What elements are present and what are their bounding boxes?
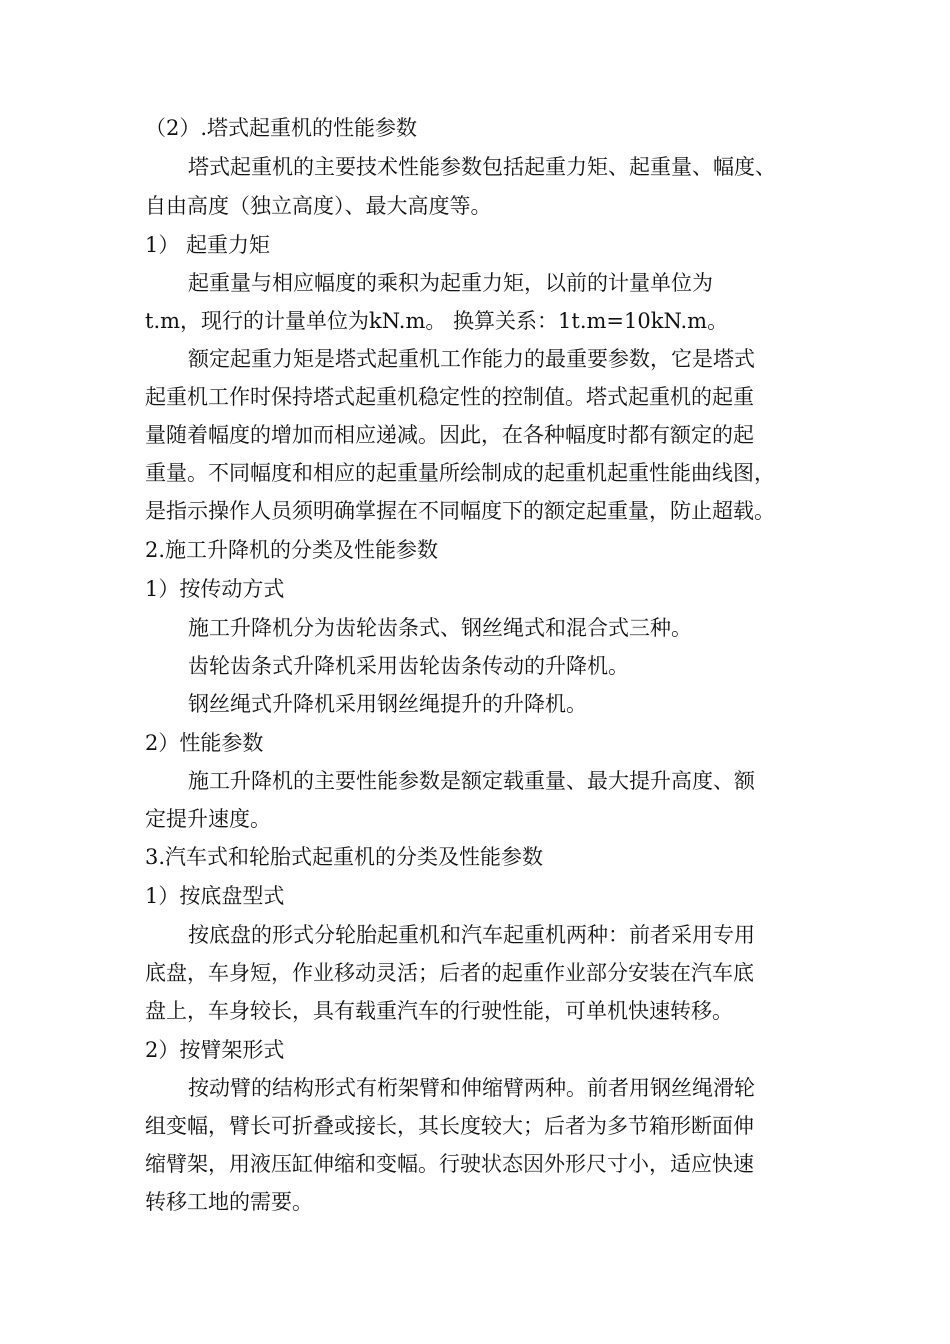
subsection-heading: 1）按传动方式 bbox=[145, 577, 285, 601]
subsection-heading: 2）性能参数 bbox=[145, 731, 264, 755]
paragraph-line: 盘上，车身较长，具有载重汽车的行驶性能，可单机快速转移。 bbox=[145, 999, 733, 1023]
subsection-heading: 1） 起重力矩 bbox=[145, 233, 271, 257]
paragraph-line: 钢丝绳式升降机采用钢丝绳提升的升降机。 bbox=[188, 692, 587, 716]
paragraph-line: 额定起重力矩是塔式起重机工作能力的最重要参数，它是塔式 bbox=[188, 347, 755, 371]
paragraph-line: 是指示操作人员须明确掌握在不同幅度下的额定起重量，防止超载。 bbox=[145, 499, 775, 523]
paragraph-line: 自由高度（独立高度）、最大高度等。 bbox=[145, 194, 492, 218]
paragraph-line: 量随着幅度的增加而相应递减。因此，在各种幅度时都有额定的起 bbox=[145, 423, 754, 447]
paragraph-line: 施工升降机分为齿轮齿条式、钢丝绳式和混合式三种。 bbox=[188, 616, 692, 640]
paragraph-line: 施工升降机的主要性能参数是额定载重量、最大提升高度、额 bbox=[188, 769, 755, 793]
section-heading: 3.汽车式和轮胎式起重机的分类及性能参数 bbox=[145, 845, 544, 869]
paragraph-line: 起重量与相应幅度的乘积为起重力矩，以前的计量单位为 bbox=[188, 271, 713, 295]
paragraph-line: t.m，现行的计量单位为kN.m。 换算关系：1t.m=10kN.m。 bbox=[145, 309, 729, 333]
paragraph-line: 齿轮齿条式升降机采用齿轮齿条传动的升降机。 bbox=[188, 654, 629, 678]
section-heading: （2）.塔式起重机的性能参数 bbox=[145, 116, 418, 140]
paragraph-line: 缩臂架，用液压缸伸缩和变幅。行驶状态因外形尺寸小，适应快速 bbox=[145, 1152, 754, 1176]
subsection-heading: 1）按底盘型式 bbox=[145, 884, 285, 908]
paragraph-line: 底盘，车身短，作业移动灵活；后者的起重作业部分安装在汽车底 bbox=[145, 961, 754, 985]
paragraph-line: 组变幅，臂长可折叠或接长，其长度较大；后者为多节箱形断面伸 bbox=[145, 1114, 754, 1138]
paragraph-line: 重量。不同幅度和相应的起重量所绘制成的起重机起重性能曲线图， bbox=[145, 461, 775, 485]
paragraph-line: 起重机工作时保持塔式起重机稳定性的控制值。塔式起重机的起重 bbox=[145, 385, 754, 409]
paragraph-line: 按底盘的形式分轮胎起重机和汽车起重机两种：前者采用专用 bbox=[188, 923, 755, 947]
paragraph-line: 塔式起重机的主要技术性能参数包括起重力矩、起重量、幅度、 bbox=[188, 155, 776, 179]
paragraph-line: 按动臂的结构形式有桁架臂和伸缩臂两种。前者用钢丝绳滑轮 bbox=[188, 1076, 755, 1100]
paragraph-line: 定提升速度。 bbox=[145, 807, 271, 831]
section-heading: 2.施工升降机的分类及性能参数 bbox=[145, 538, 439, 562]
paragraph-line: 转移工地的需要。 bbox=[145, 1190, 313, 1214]
subsection-heading: 2）按臂架形式 bbox=[145, 1038, 285, 1062]
